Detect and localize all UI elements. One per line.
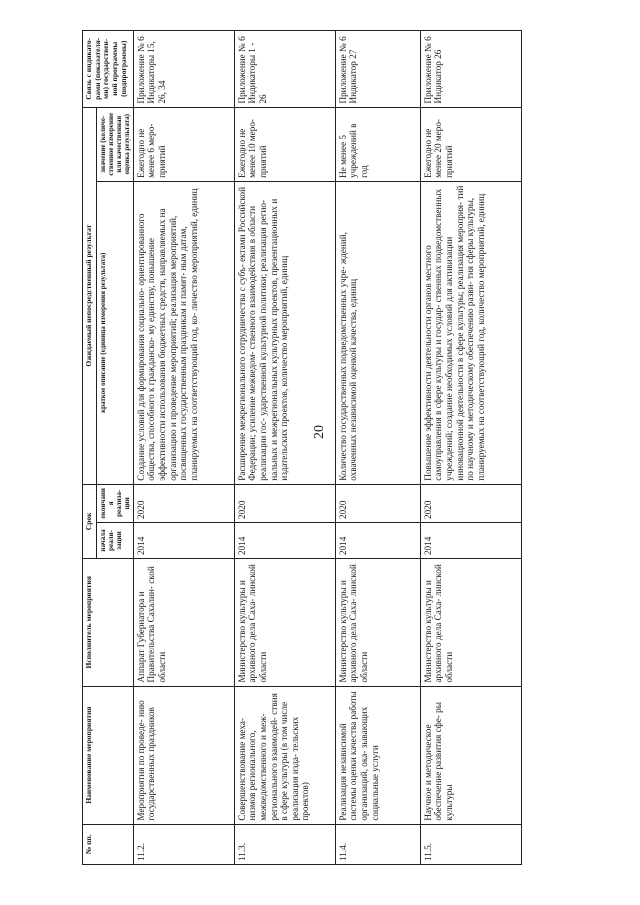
row-value: Ежегодно не менее 20 меро- приятий	[420, 107, 521, 181]
measures-table	[82, 30, 522, 865]
row-link: Приложение № 6 Индикаторы 15, 26, 34	[133, 31, 234, 108]
row-desc: Повышение эффективности деятельности органов местного самоуправления в сфере культуры и государ- ственных подведомственных учреждений; создание необходимых условий для активизации инновационной деятельности в сфере культуры; реализация мероприя- тий по научному и методическому обеспечению разви- тия сферы культуры, планируемых на соответствующий год, количество мероприятий, единиц	[420, 181, 521, 484]
header-term-start: начала реали- зации	[96, 522, 133, 558]
row-num: 11.2.	[133, 824, 234, 864]
row-name: Совершенствование меха- низмов регионального, межведомственного и меж- регионального взаимодей- ствия в сфере культуры (в том числе реализация изда- тельских проектов)	[234, 686, 335, 824]
row-end: 2020	[420, 484, 521, 522]
row-value: Ежегодно не менее 10 меро- приятий	[234, 107, 335, 181]
row-start: 2014	[420, 522, 521, 558]
row-num: 11.3.	[234, 824, 335, 864]
row-link: Приложение № 6 Индикаторы 1 - 26	[234, 31, 335, 108]
row-name: Реализация независимой системы оценки качества работы организаций, ока- зывающих социальные услуги	[335, 686, 420, 824]
row-link: Приложение № 6 Индикатор 27	[335, 31, 420, 108]
row-start: 2014	[133, 522, 234, 558]
header-expected-desc: краткое описание (единица измерения результата)	[96, 181, 133, 484]
header-executor: Исполнитель мероприятия	[83, 559, 134, 686]
header-num: № пп.	[83, 824, 134, 864]
row-end: 2020	[133, 484, 234, 522]
row-executor: Министерство культуры и архивного дела Саха- линской области	[420, 559, 521, 686]
header-term-end: окончания реализа- ции	[96, 484, 133, 522]
header-term: Срок	[83, 484, 97, 558]
table-row	[420, 31, 521, 865]
row-desc: Создание условий для формирования социально- ориентированного общества, способного к гражданско- му единству, повышение эффективности использования бюджетных средств, направляемых на организацию и проведение мероприятий; реализация мероприятий, посвященных государственным праздникам и памят- ным датам, планируемых на соответствующий год, ко- личество мероприятий, единиц	[133, 181, 234, 484]
table-row	[133, 31, 234, 865]
row-desc: Количество государственных подведомственных учре- ждений, охваченных независимой оценкой качества, единиц	[335, 181, 420, 484]
page-number: 20	[312, 425, 327, 439]
row-desc: Расширение межрегионального сотрудничества с субъ- ектами Российской Федерации; усиление межведом- ственного взаимодействия в области реализации гос- ударственной культурной политики; реализация регио- нальных и межрегиональных культурных проектов, презентационных и издательских проектов, количество мероприятий, единиц	[234, 181, 335, 484]
row-start: 2014	[234, 522, 335, 558]
row-value: Ежегодно не менее 6 меро- приятий	[133, 107, 234, 181]
row-executor: Министерство культуры и архивного дела Саха- линской области	[234, 559, 335, 686]
rotated-table-container	[82, 30, 562, 865]
row-num: 11.4.	[335, 824, 420, 864]
table-row	[335, 31, 420, 865]
row-end: 2020	[234, 484, 335, 522]
row-name: Научное и методическое обеспечение развития сфе- ры культуры	[420, 686, 521, 824]
row-start: 2014	[335, 522, 420, 558]
header-expected: Ожидаемый непосредственный результат	[83, 107, 97, 484]
row-value: Не менее 5 учреждений в год	[335, 107, 420, 181]
header-name: Наименование мероприятия	[83, 686, 134, 824]
header-link: Связь с индикато- рами (показателя- ми) государствен- ной программы (подпрограммы)	[83, 31, 134, 108]
header-expected-value: значение (количе- ственное измерение или качественная оценка результата)	[96, 107, 133, 181]
row-link: Приложение № 6 Индикатор 26	[420, 31, 521, 108]
row-end: 2020	[335, 484, 420, 522]
row-name: Мероприятия по проведе- нию государственных праздников	[133, 686, 234, 824]
row-executor: Аппарат Губернатора и Правительства Сахалин- ской области	[133, 559, 234, 686]
table-row	[234, 31, 335, 865]
row-executor: Министерство культуры и архивного дела Саха- линской области	[335, 559, 420, 686]
row-num: 11.5.	[420, 824, 521, 864]
